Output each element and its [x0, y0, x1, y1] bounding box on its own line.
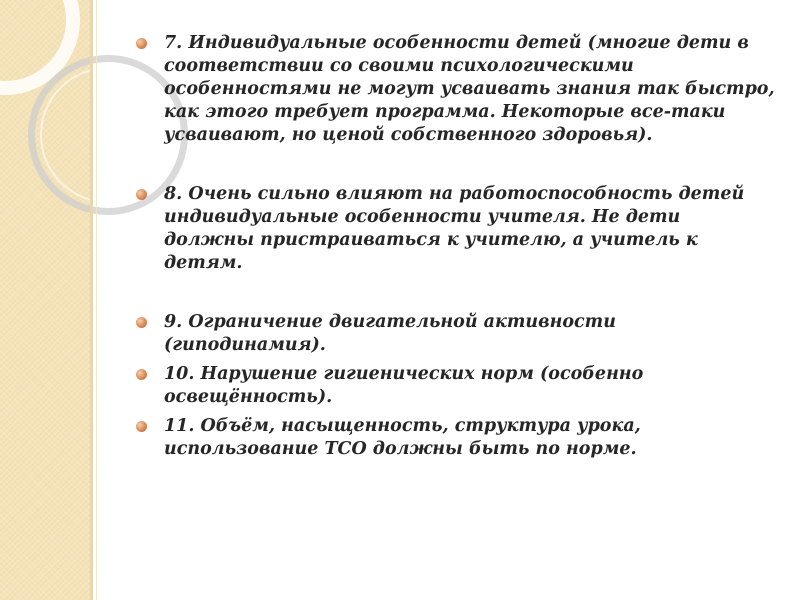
- item-spacer: [136, 275, 776, 311]
- bullet-icon: [136, 421, 147, 432]
- list-item: [136, 183, 776, 275]
- panel-divider-light: [96, 0, 97, 600]
- list-item: [136, 415, 776, 461]
- list-item: [136, 363, 776, 409]
- bullet-icon: [136, 369, 147, 380]
- list-item: [136, 32, 776, 147]
- list-item-text: 11. Объём, насыщенность, структура урока, использование ТСО должны быть по норме.: [164, 416, 641, 459]
- bullet-icon: [136, 317, 147, 328]
- list-item-text: 8. Очень сильно влияют на работоспособность детей индивидуальные особенности учителя. Не дети должны пристраиваться к учителю, а учитель к детям.: [164, 184, 745, 273]
- list-item-text: 7. Индивидуальные особенности детей (многие дети в соответствии со своими психологическими особенностями не могут усваивать знания так быстро, как этого требует программа. Некоторые все-таки усваивают, но ценой собственного здоровья).: [164, 33, 775, 145]
- bullet-icon: [136, 38, 147, 49]
- list-item-text: 9. Ограничение двигательной активности (гиподинамия).: [164, 312, 616, 355]
- bullet-icon: [136, 189, 147, 200]
- list-item-text: 10. Нарушение гигиенических норм (особенно освещённость).: [164, 364, 644, 407]
- slide-content: [136, 32, 776, 461]
- panel-divider: [90, 0, 93, 600]
- list-item: [136, 311, 776, 357]
- item-spacer: [136, 147, 776, 183]
